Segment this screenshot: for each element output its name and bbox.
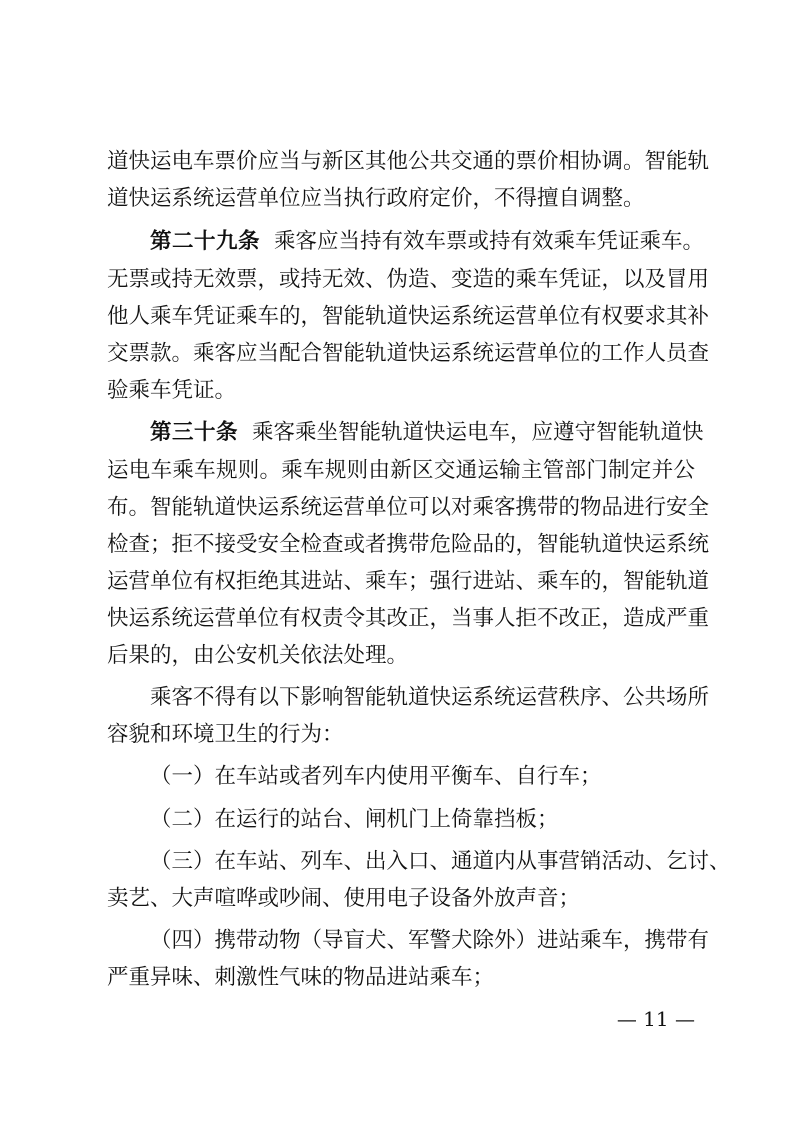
list-item: （四）携带动物（导盲犬、军警犬除外）进站乘车，携带有 [150,928,710,953]
article-30-first-line [150,416,704,450]
body-text: 乘客应当持有效车票或持有效乘车凭证乘车。 [274,229,705,254]
body-text-line: 交票款。乘客应当配合智能轨道快运系统运营单位的工作人员查 [107,341,710,366]
list-item-continuation: 卖艺、大声喧哗或吵闹、使用电子设备外放声音； [107,886,581,911]
body-text-line: 后果的，由公安机关依法处理。 [107,643,409,668]
article-29-first-line [150,225,705,259]
list-item: （三）在车站、列车、出入口、通道内从事营销活动、乞讨、 [150,849,731,874]
body-text-line: 道快运电车票价应当与新区其他公共交通的票价相协调。智能轨 [107,149,710,174]
body-text-line: 验乘车凭证。 [107,378,237,403]
body-text-line: 检查；拒不接受安全检查或者携带危险品的，智能轨道快运系统 [107,532,710,557]
body-text-line: 无票或持无效票，或持无效、伪造、变造的乘车凭证，以及冒用 [107,267,710,292]
page-number: — 11 — [616,1007,695,1031]
list-item: （一）在车站或者列车内使用平衡车、自行车； [150,764,602,789]
list-item: （二）在运行的站台、闸机门上倚靠挡板； [150,807,559,832]
article-30-heading: 第三十条 [150,420,239,445]
body-text-line: 运电车乘车规则。乘车规则由新区交通运输主管部门制定并公 [107,458,695,483]
list-item-continuation: 严重异味、刺激性气味的物品进站乘车； [107,965,495,990]
body-text-line: 他人乘车凭证乘车的，智能轨道快运系统运营单位有权要求其补 [107,304,710,329]
body-text-line: 运营单位有权拒绝其进站、乘车；强行进站、乘车的，智能轨道 [107,569,710,594]
article-29-heading: 第二十九条 [150,229,261,254]
body-text-line: 道快运系统运营单位应当执行政府定价，不得擅自调整。 [107,186,645,211]
body-text-line: 容貌和环境卫生的行为： [107,722,344,747]
body-text-line: 快运系统运营单位有权责令其改正，当事人拒不改正，造成严重 [107,606,710,631]
body-text-line: 乘客不得有以下影响智能轨道快运系统运营秩序、公共场所 [150,685,710,710]
body-text: 乘客乘坐智能轨道快运电车，应遵守智能轨道快 [252,420,704,445]
body-text-line: 布。智能轨道快运系统运营单位可以对乘客携带的物品进行安全 [107,495,710,520]
